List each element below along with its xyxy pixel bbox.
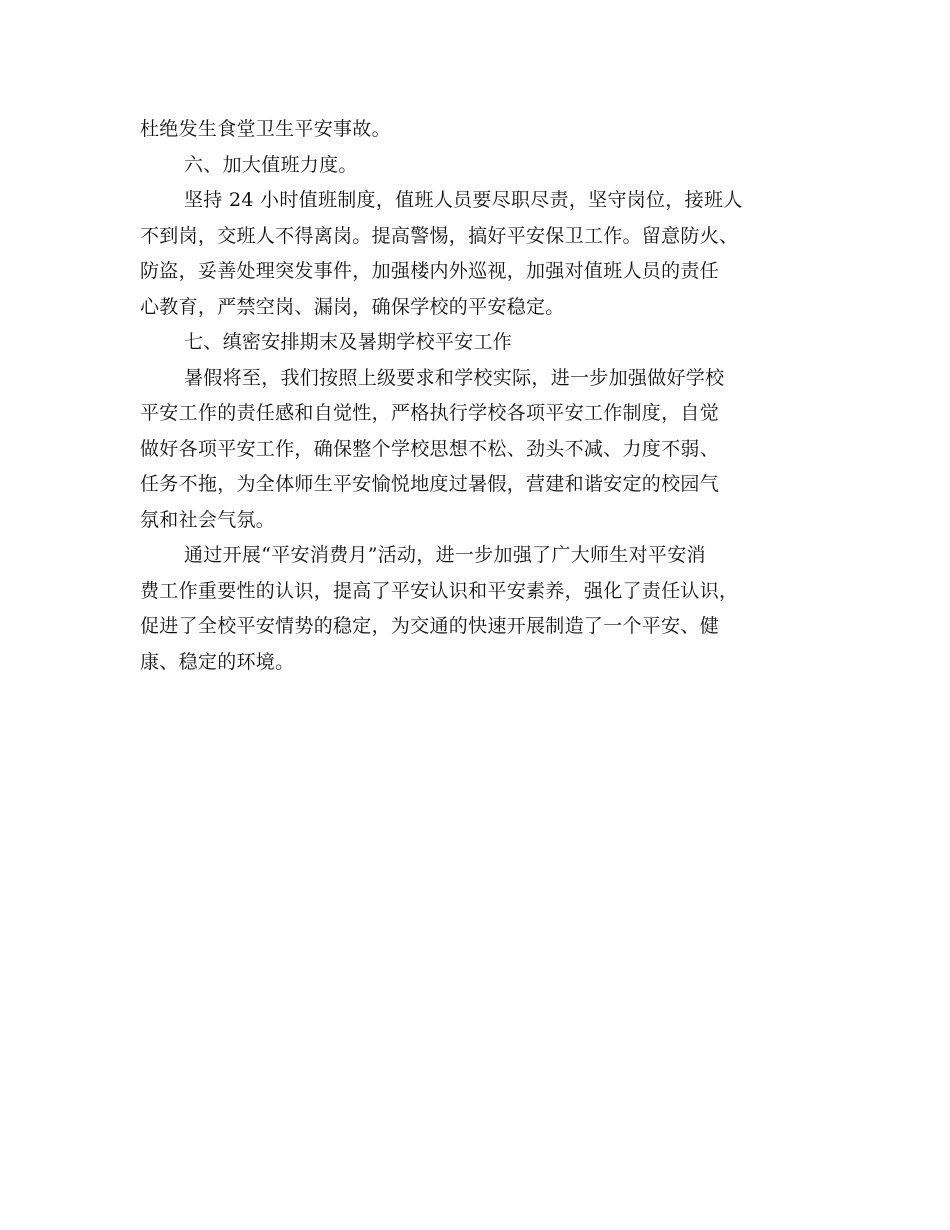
text-line: 费工作重要性的认识，提高了平安认识和平安素养，强化了责任认识， [140, 579, 739, 602]
text-line: 坚持 24 小时值班制度，值班人员要尽职尽责，坚守岗位，接班人 [184, 189, 743, 211]
text-line: 暑假将至，我们按照上级要求和学校实际，进一步加强做好学校 [184, 366, 725, 389]
text-line: 防盗，妥善处理突发事件，加强楼内外巡视，加强对值班人员的责任 [140, 260, 720, 282]
text-line: 平安工作的责任感和自觉性，严格执行学校各项平安工作制度，自觉 [140, 402, 720, 424]
text-line: 心教育，严禁空岗、漏岗，确保学校的平安稳定。 [140, 295, 565, 318]
text-line: 促进了全校平安情势的稳定，为交通的快速开展制造了一个平安、健 [140, 615, 720, 637]
text-line: 任务不拖，为全体师生平安愉悦地度过暑假，营建和谐安定的校园气 [140, 473, 720, 495]
section-heading: 七、缜密安排期末及暑期学校平安工作 [184, 331, 513, 353]
text-line: 不到岗，交班人不得离岗。提高警惕，搞好平安保卫工作。留意防火、 [140, 224, 739, 247]
document-body [140, 112, 820, 680]
text-line: 做好各项平安工作，确保整个学校思想不松、劲头不减、力度不弱、 [140, 437, 720, 460]
text-line: 杜绝发生食堂卫生平安事故。 [140, 118, 391, 140]
text-line: 氛和社会气氛。 [140, 508, 276, 531]
text-line: 康、稳定的环境。 [140, 650, 295, 673]
text-line: 通过开展“平安消费月”活动，进一步加强了广大师生对平安消 [184, 544, 706, 566]
section-heading: 六、加大值班力度。 [184, 153, 358, 176]
